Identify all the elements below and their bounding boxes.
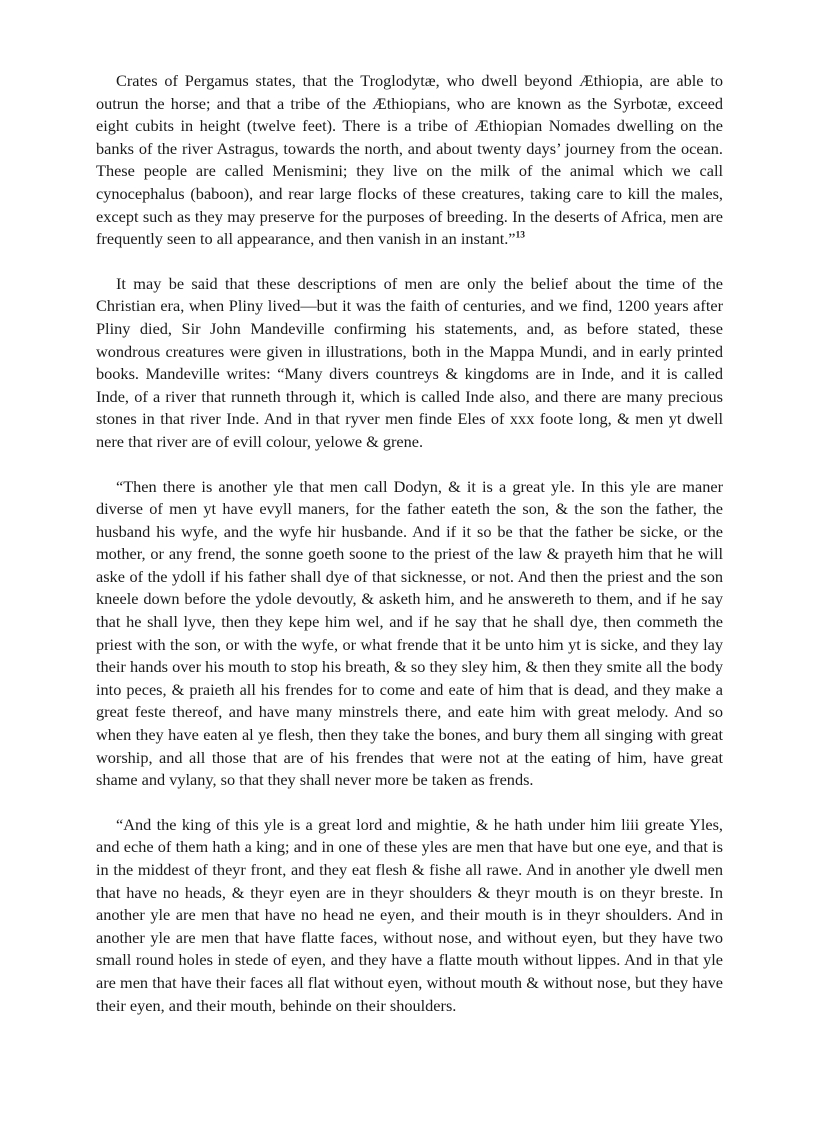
page-body — [96, 70, 723, 1039]
footnote-marker: 13 — [515, 230, 526, 241]
paragraph-pliny — [96, 273, 723, 454]
paragraph-crates — [96, 70, 723, 251]
paragraph-dodyn — [96, 476, 723, 792]
paragraph-text: “And the king of this yle is a great lord and mightie, & he hath under him liii greate Yles, and eche of them hath a king; and in one of these yles are men that have but one eye, and that is in the middest of theyr front, and they eat flesh & fishe all rawe. And in another yle dwell men that have no heads, & theyr eyen are in theyr shoulders & theyr mouth is on theyr breste. In another yle are men that have no head ne eyen, and their mouth is in theyr shoulders. And in another yle are men that have flatte faces, without nose, and without eyen, but they have two small round holes in stede of eyen, and they have a flatte mouth without lippes. And in that yle are men that have their faces all flat without eyen, without mouth & without nose, but they have their eyen, and their mouth, behinde on their shoulders. — [96, 814, 723, 1015]
paragraph-text: Crates of Pergamus states, that the Troglodytæ, who dwell beyond Æthiopia, are able to outrun the horse; and that a tribe of the Æthiopians, who are known as the Syrbotæ, exceed eight cubits in height (twelve feet). There is a tribe of Æthiopian Nomades dwelling on the banks of the river Astragus, towards the north, and about twenty days’ journey from the ocean. These people are called Menismini; they live on the milk of the animal which we call cynocephalus (baboon), and rear large flocks of these creatures, taking care to kill the males, except such as they may preserve for the purposes of breeding. In the deserts of Africa, men are frequently seen to all appearance, and then vanish in an instant.” — [96, 71, 723, 249]
paragraph-king-of-yle — [96, 814, 723, 1017]
paragraph-text: It may be said that these descriptions of men are only the belief about the time of the Christian era, when Pliny lived—but it was the faith of centuries, and we find, 1200 years after Pliny died, Sir John Mandeville confirming his statements, and, as before stated, these wondrous creatures were given in illustrations, both in the Mappa Mundi, and in early printed books. Mandeville writes: “Many divers countreys & kingdoms are in Inde, and it is called Inde, of a river that runneth through it, which is called Inde also, and there are many precious stones in that river Inde. And in that ryver men finde Eles of xxx foote long, & men yt dwell nere that river are of evill colour, yelowe & grene. — [96, 273, 723, 451]
paragraph-text: “Then there is another yle that men call Dodyn, & it is a great yle. In this yle are maner diverse of men yt have evyll maners, for the father eateth the son, & the son the father, the husband his wyfe, and the wyfe hir husbande. And if it so be that the father be sicke, or the mother, or any frend, the sonne goeth soone to the priest of the law & prayeth him that he will aske of the ydoll if his father shall dye of that sicknesse, or not. And then the priest and the son kneele down before the ydole devoutly, & asketh him, and he answereth to them, and if he say that he shall lyve, then they kepe him wel, and if he say that he shall dye, then commeth the priest with the son, or with the wyfe, or what frende that it be unto him yt is sicke, and they lay their hands over his mouth to stop his breath, & so they sley him, & then they smite all the body into peces, & praieth all his frendes for to come and eate of him that is dead, and they make a great feste thereof, and have many minstrels there, and eate him with great melody. And so when they have eaten al ye flesh, then they take the bones, and bury them all singing with great worship, and all those that are of his frendes that were not at the eating of him, have great shame and vylany, so that they shall never more be taken as frends. — [96, 476, 723, 790]
